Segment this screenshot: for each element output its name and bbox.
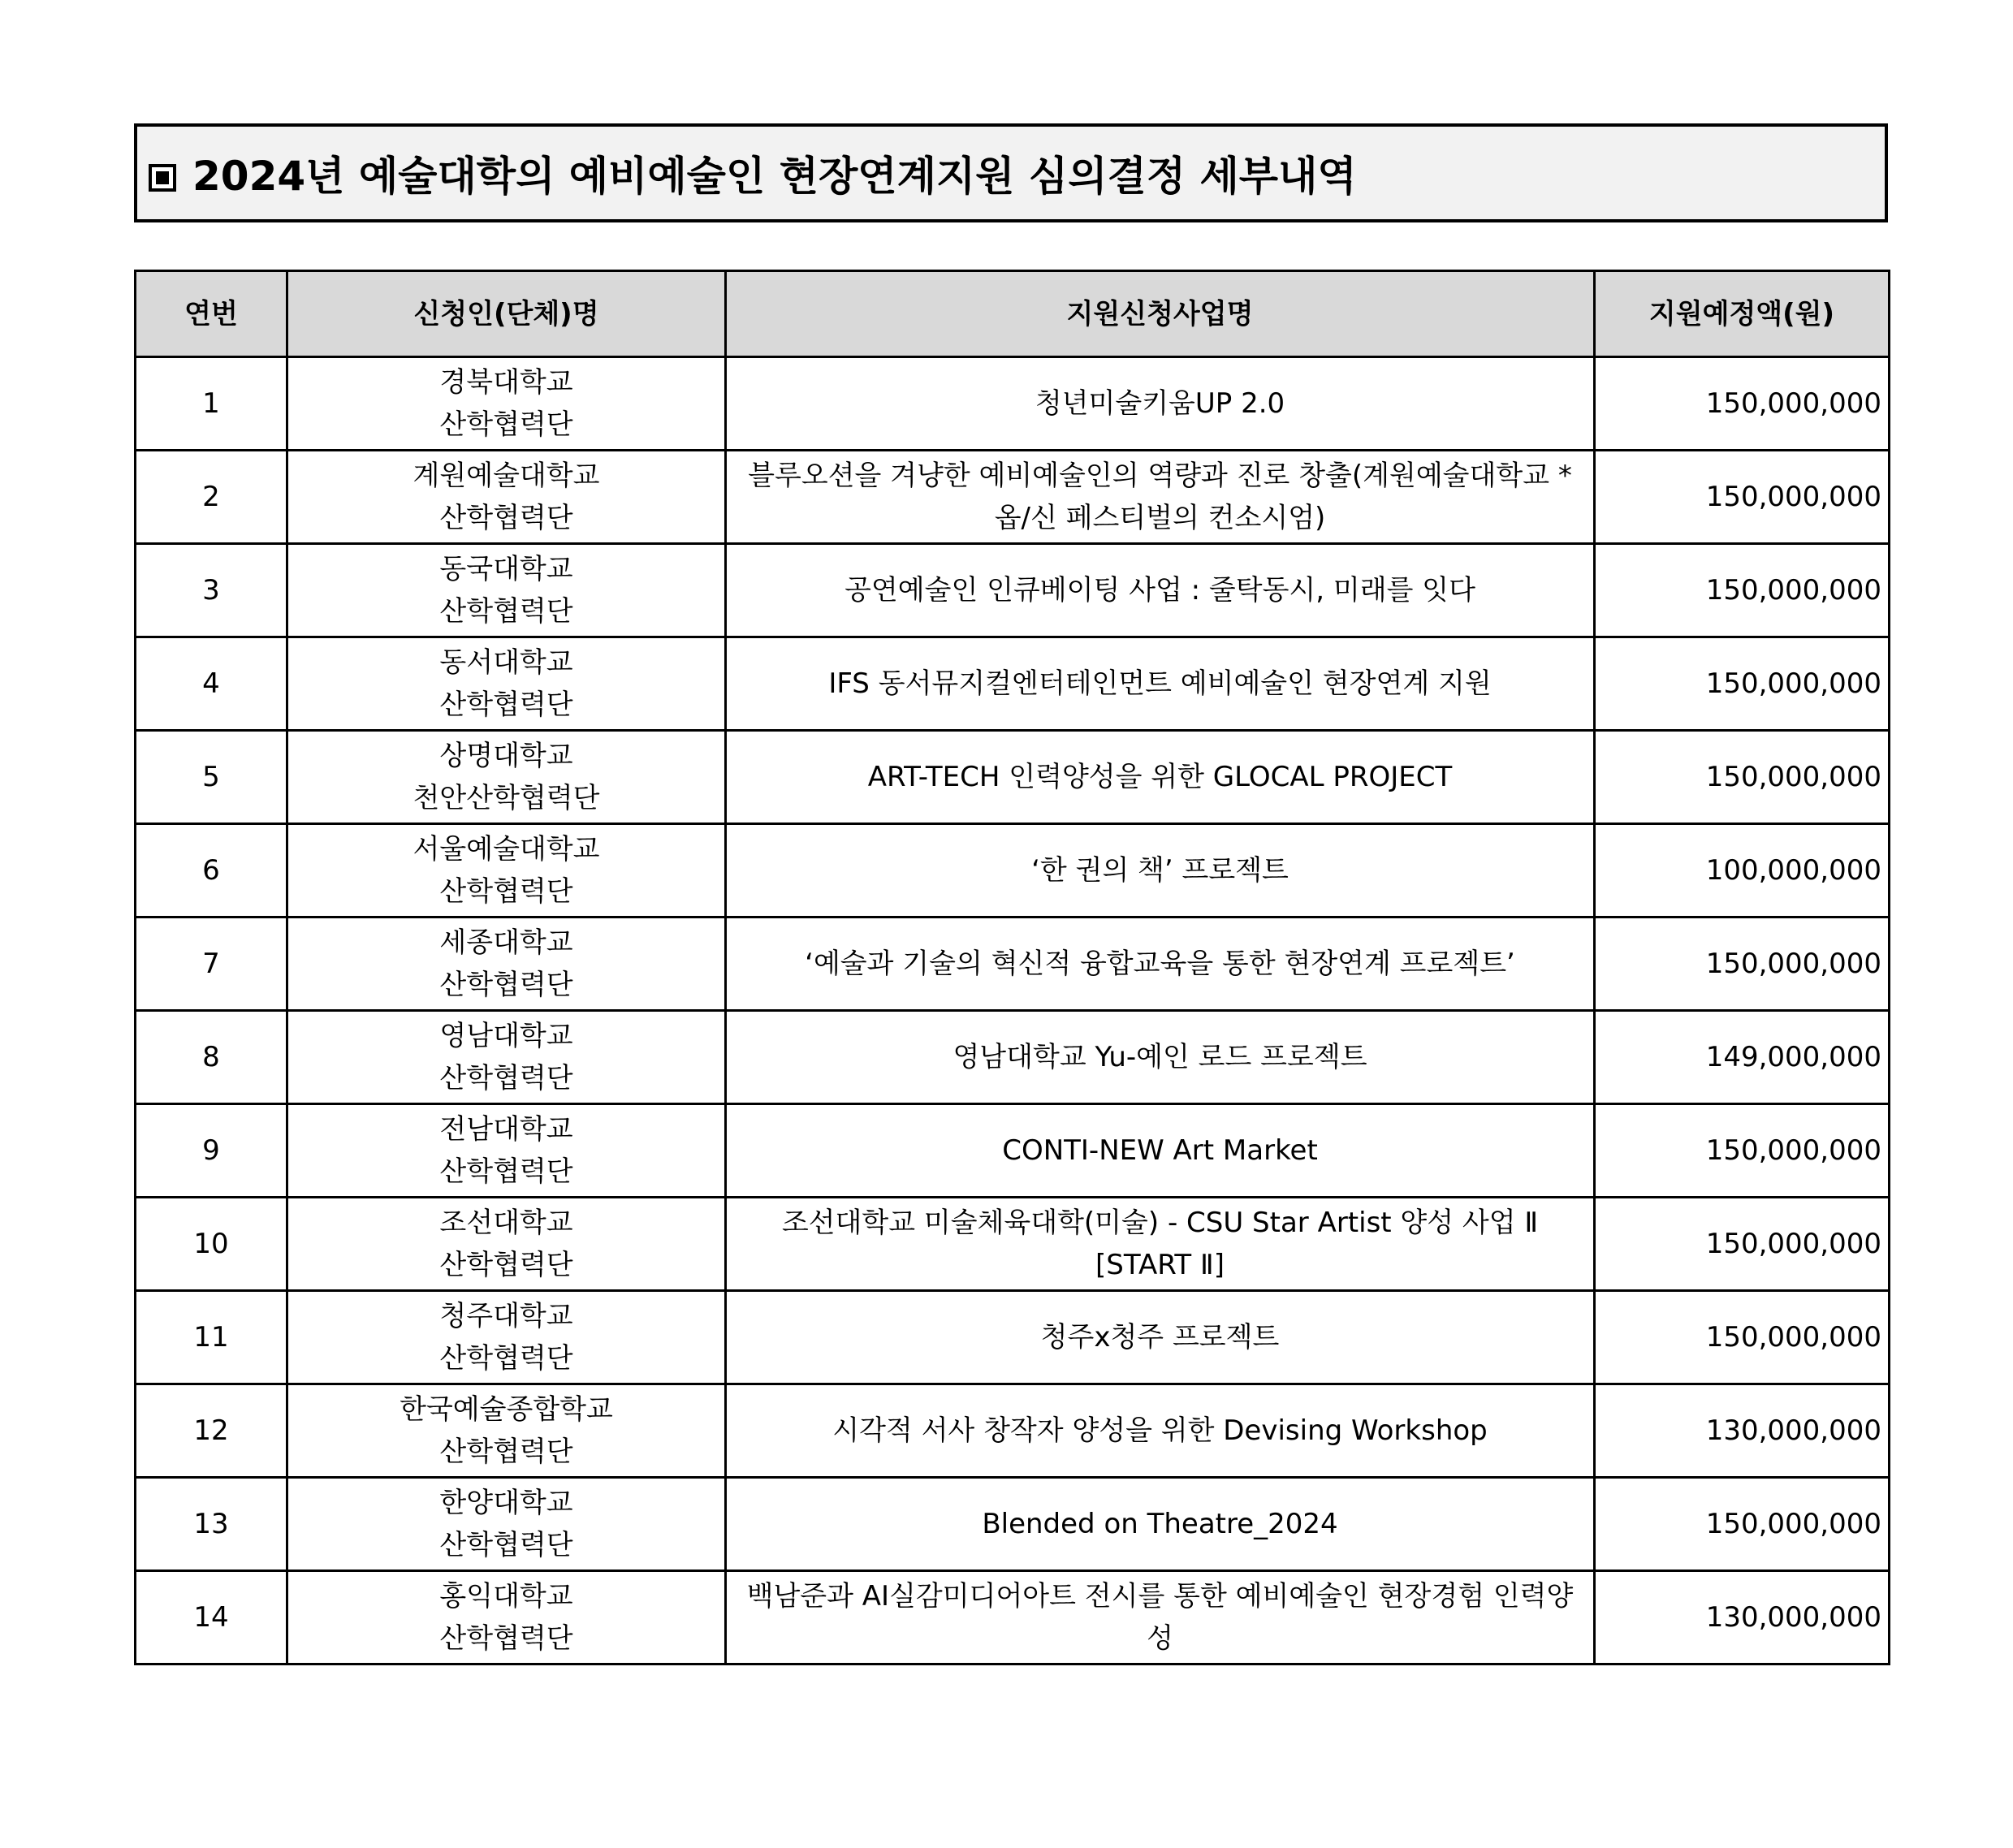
cell-project: 영남대학교 Yu-예인 로드 프로젝트: [726, 1011, 1595, 1104]
cell-applicant: [287, 544, 726, 637]
applicant-line1: 서울예술대학교: [413, 833, 600, 866]
applicant-line1: 동서대학교: [439, 646, 573, 679]
review-decision-table: [134, 270, 1890, 1665]
cell-applicant: [287, 731, 726, 824]
table-row: [136, 1291, 1890, 1384]
applicant-line1: 상명대학교: [439, 740, 573, 772]
table-row: [136, 731, 1890, 824]
cell-no: 1: [136, 357, 287, 451]
table-header-row: [136, 271, 1890, 357]
title-box: [134, 123, 1888, 222]
cell-project: 시각적 서사 창작자 양성을 위한 Devising Workshop: [726, 1384, 1595, 1478]
cell-applicant: [287, 451, 726, 544]
cell-amount: 150,000,000: [1595, 1104, 1890, 1198]
cell-applicant: [287, 918, 726, 1011]
applicant-line1: 조선대학교: [439, 1207, 573, 1239]
cell-amount: 150,000,000: [1595, 1478, 1890, 1571]
cell-no: 14: [136, 1571, 287, 1664]
applicant-line2: 산학협력단: [439, 969, 573, 1001]
cell-applicant: [287, 1104, 726, 1198]
table-row: [136, 918, 1890, 1011]
cell-project: 청주x청주 프로젝트: [726, 1291, 1595, 1384]
applicant-line1: 계원예술대학교: [413, 460, 600, 492]
applicant-line1: 한양대학교: [439, 1487, 573, 1519]
header-amount: 지원예정액(원): [1595, 271, 1890, 357]
cell-no: 3: [136, 544, 287, 637]
cell-no: 6: [136, 824, 287, 918]
cell-applicant: [287, 1478, 726, 1571]
cell-amount: 130,000,000: [1595, 1384, 1890, 1478]
applicant-line2: 산학협력단: [439, 408, 573, 441]
cell-project: 공연예술인 인큐베이팅 사업 : 줄탁동시, 미래를 잇다: [726, 544, 1595, 637]
cell-project: Blended on Theatre_2024: [726, 1478, 1595, 1571]
applicant-line1: 전남대학교: [439, 1113, 573, 1146]
table-row: [136, 544, 1890, 637]
cell-amount: 100,000,000: [1595, 824, 1890, 918]
header-project: 지원신청사업명: [726, 271, 1595, 357]
header-applicant: 신청인(단체)명: [287, 271, 726, 357]
applicant-line2: 산학협력단: [439, 1155, 573, 1188]
applicant-line2: 산학협력단: [439, 1436, 573, 1468]
cell-applicant: [287, 1011, 726, 1104]
cell-amount: 149,000,000: [1595, 1011, 1890, 1104]
cell-amount: 150,000,000: [1595, 731, 1890, 824]
applicant-line2: 산학협력단: [439, 1622, 573, 1655]
cell-applicant: [287, 637, 726, 731]
cell-no: 11: [136, 1291, 287, 1384]
cell-amount: 150,000,000: [1595, 357, 1890, 451]
cell-amount: 150,000,000: [1595, 1291, 1890, 1384]
cell-applicant: [287, 1384, 726, 1478]
filled-square-icon: [149, 164, 176, 192]
applicant-line2: 산학협력단: [439, 502, 573, 534]
applicant-line1: 한국예술종합학교: [400, 1393, 613, 1426]
cell-amount: 150,000,000: [1595, 451, 1890, 544]
cell-no: 8: [136, 1011, 287, 1104]
cell-project: CONTI-NEW Art Market: [726, 1104, 1595, 1198]
cell-applicant: [287, 357, 726, 451]
applicant-line1: 영남대학교: [439, 1020, 573, 1052]
applicant-line1: 세종대학교: [439, 926, 573, 959]
cell-project: IFS 동서뮤지컬엔터테인먼트 예비예술인 현장연계 지원: [726, 637, 1595, 731]
cell-no: 10: [136, 1198, 287, 1291]
table-row: [136, 824, 1890, 918]
cell-no: 9: [136, 1104, 287, 1198]
cell-project: 청년미술키움UP 2.0: [726, 357, 1595, 451]
cell-no: 7: [136, 918, 287, 1011]
applicant-line1: 홍익대학교: [439, 1580, 573, 1613]
applicant-line1: 청주대학교: [439, 1300, 573, 1332]
cell-no: 5: [136, 731, 287, 824]
applicant-line1: 경북대학교: [439, 366, 573, 399]
applicant-line2: 산학협력단: [439, 1529, 573, 1561]
cell-project: 백남준과 AI실감미디어아트 전시를 통한 예비예술인 현장경험 인력양성: [726, 1571, 1595, 1664]
applicant-line2: 산학협력단: [439, 595, 573, 628]
applicant-line2: 산학협력단: [439, 1062, 573, 1095]
applicant-line2: 산학협력단: [439, 1249, 573, 1281]
applicant-line2: 산학협력단: [439, 1342, 573, 1375]
table-row: [136, 1571, 1890, 1664]
table-row: [136, 637, 1890, 731]
cell-applicant: [287, 824, 726, 918]
page-title-text: 2024년 예술대학의 예비예술인 현장연계지원 심의결정 세부내역: [192, 153, 1357, 200]
table-row: [136, 1011, 1890, 1104]
table-row: [136, 451, 1890, 544]
cell-project: 블루오션을 겨냥한 예비예술인의 역량과 진로 창출(계원예술대학교 * 옵/신 페스티벌의 컨소시엄): [726, 451, 1595, 544]
cell-applicant: [287, 1571, 726, 1664]
applicant-line2: 산학협력단: [439, 689, 573, 721]
applicant-line2: 산학협력단: [439, 875, 573, 908]
cell-applicant: [287, 1291, 726, 1384]
cell-project: ‘예술과 기술의 혁신적 융합교육을 통한 현장연계 프로젝트’: [726, 918, 1595, 1011]
cell-amount: 150,000,000: [1595, 544, 1890, 637]
cell-applicant: [287, 1198, 726, 1291]
cell-amount: 150,000,000: [1595, 1198, 1890, 1291]
table-row: [136, 357, 1890, 451]
table-row: [136, 1198, 1890, 1291]
header-no: 연번: [136, 271, 287, 357]
cell-no: 13: [136, 1478, 287, 1571]
table-row: [136, 1384, 1890, 1478]
cell-no: 2: [136, 451, 287, 544]
cell-project: ‘한 권의 책’ 프로젝트: [726, 824, 1595, 918]
applicant-line1: 동국대학교: [439, 553, 573, 585]
page-title: [137, 144, 1357, 202]
cell-project: ART-TECH 인력양성을 위한 GLOCAL PROJECT: [726, 731, 1595, 824]
cell-amount: 150,000,000: [1595, 918, 1890, 1011]
cell-project: 조선대학교 미술체육대학(미술) - CSU Star Artist 양성 사업 Ⅱ [START Ⅱ]: [726, 1198, 1595, 1291]
cell-amount: 130,000,000: [1595, 1571, 1890, 1664]
cell-no: 4: [136, 637, 287, 731]
table-row: [136, 1478, 1890, 1571]
table-row: [136, 1104, 1890, 1198]
cell-amount: 150,000,000: [1595, 637, 1890, 731]
cell-no: 12: [136, 1384, 287, 1478]
applicant-line2: 천안산학협력단: [413, 782, 600, 814]
